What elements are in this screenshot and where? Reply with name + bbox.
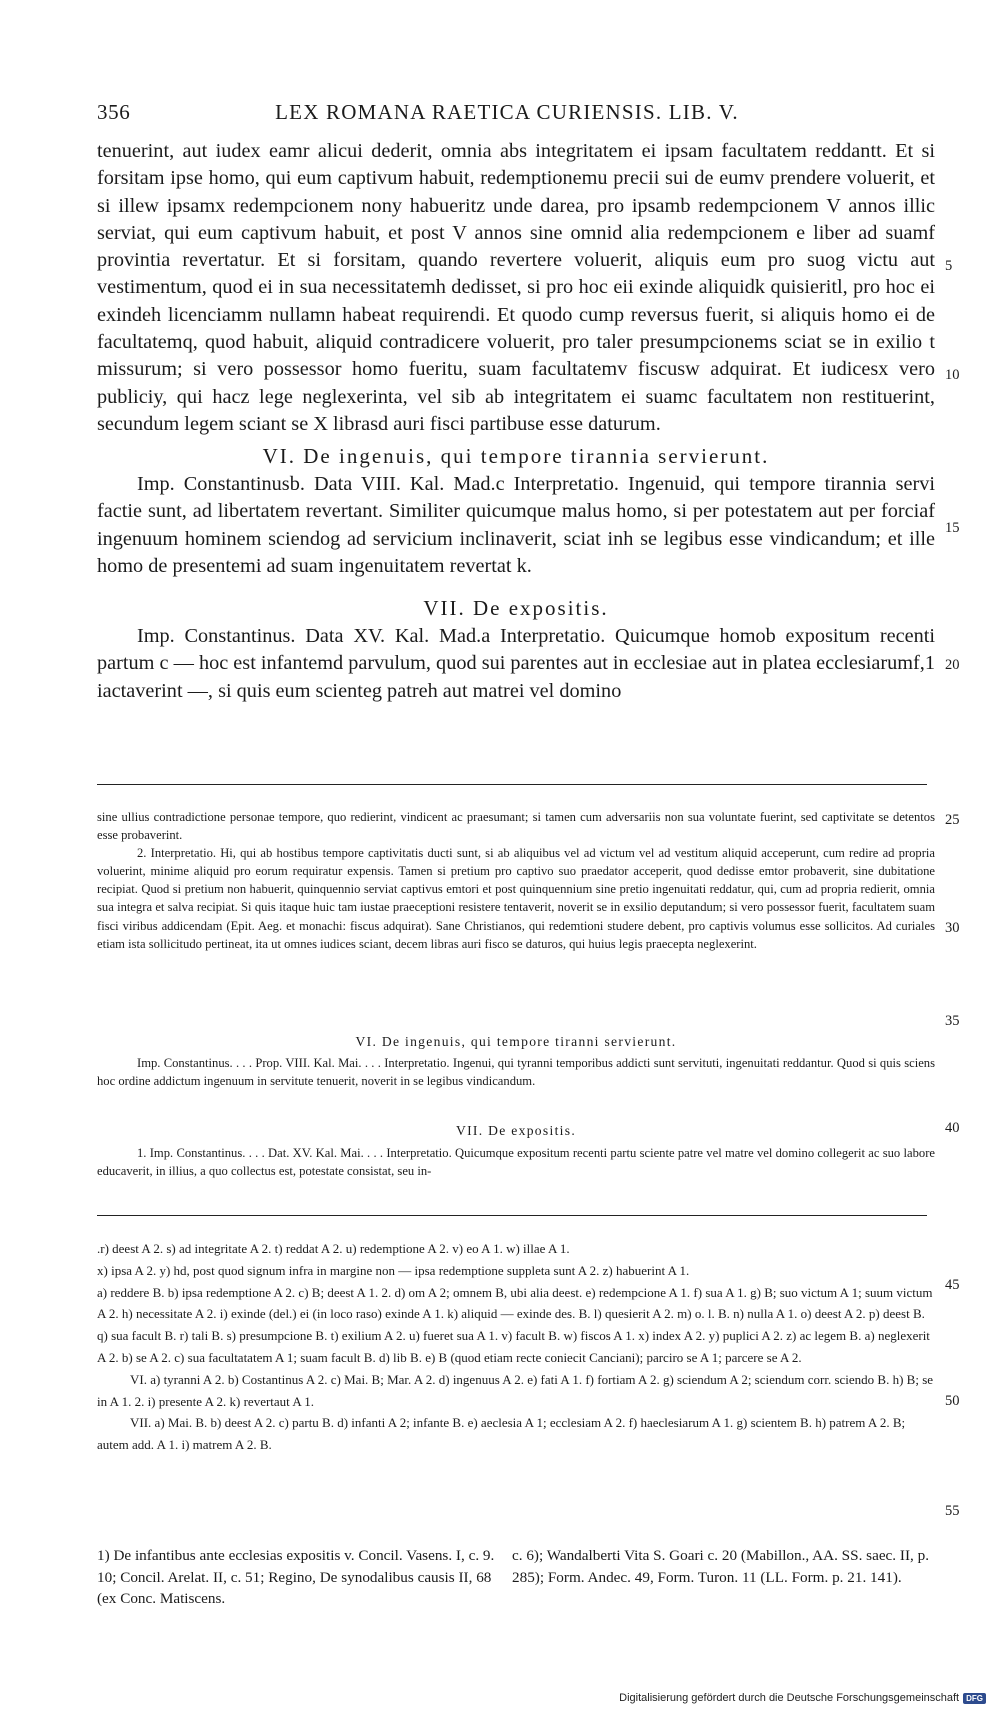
footnote-col-1: 1) De infantibus ante ecclesias expositis v. Concil. Vasens. I, c. 9. 10; Concil. Arelat. II, c. 51; Regino, De synodalibus causis II, 68 (ex Conc. Matiscens. xyxy=(97,1547,495,1608)
notes-block-3 xyxy=(97,1144,935,1180)
line-number: 35 xyxy=(945,1013,960,1029)
running-title: LEX ROMANA RAETICA CURIENSIS. LIB. V. xyxy=(275,100,739,124)
line-number: 45 xyxy=(945,1277,960,1293)
line-number: 40 xyxy=(945,1120,960,1136)
line-number: 5 xyxy=(945,258,953,274)
line-number: 30 xyxy=(945,920,960,936)
apparatus-line: VII. a) Mai. B. b) deest A 2. c) partu B. d) infanti A 2; infante B. e) aeclesia A 1; ecclesiam A 2. f) haeclesiarum A 1. g) scientem B. h) patrem A 2. B; autem add. A 1. i) matrem A 2. B. xyxy=(97,1415,906,1453)
dfg-logo-icon: DFG xyxy=(963,1693,986,1704)
divider xyxy=(97,784,927,785)
page-number: 356 xyxy=(97,100,131,124)
notes-block-1 xyxy=(97,808,935,953)
apparatus-line: x) ipsa A 2. y) hd, post quod signum infra in margine non — ipsa redemptione suppleta sunt A 2. z) habuerint A 1. xyxy=(97,1262,690,1278)
apparatus-line: VI. a) tyranni A 2. b) Costantinus A 2. c) Mai. B; Mar. A 2. d) ingenuus A 2. e) fati A 1. f) fortiam A 2. g) sciendum A 2; sciendum corr. sciendo B. h) B; se in A 1. 2. i) presente A 2. k) revertaut A 1. xyxy=(97,1371,934,1409)
note-paragraph: 1. Imp. Constantinus. . . . Dat. XV. Kal. Mai. . . . Interpretatio. Quicumque expositum recenti partu sciente patre vel matre vel domino collegerit ac suo labore educaverit, in illius, a quo collectus est, potestate consistat, seu in- xyxy=(97,1146,935,1179)
line-number: 55 xyxy=(945,1503,960,1519)
main-text-block-2 xyxy=(97,471,935,580)
line-number: 20 xyxy=(945,657,960,673)
note-paragraph: Imp. Constantinus. . . . Prop. VIII. Kal. Mai. . . . Interpretatio. Ingenui, qui tyranni temporibus addicti sunt servituti, ingenuitati reddantur. Quod si quis sciens hoc ordine addictum ingenuum in servitute tenuerit, noverit in se legibus vindicandum. xyxy=(97,1056,935,1089)
main-text-block-3 xyxy=(97,623,935,705)
note-heading-vii: VII. De expositis. xyxy=(455,1123,577,1138)
footer-text: Digitalisierung gefördert durch die Deutsche Forschungsgemeinschaft xyxy=(619,1692,960,1704)
section-heading-vii: VII. De expositis. xyxy=(423,596,609,620)
main-text-block-1 xyxy=(97,138,935,438)
critical-apparatus xyxy=(97,1238,935,1456)
note-heading-vi: VI. De ingenuis, qui tempore tiranni servierunt. xyxy=(355,1034,677,1049)
section-heading-vi: VI. De ingenuis, qui tempore tirannia servierunt. xyxy=(262,444,770,468)
body-paragraph: Imp. Constantinus. Data XV. Kal. Mad.a Interpretatio. Quicumque homob expositum recenti partum c — hoc est infantemd parvulum, quod sui parentes aut in ecclesiae aut in platea ecclesiarumf,1 iactaverint —, si quis eum scienteg patreh aut matrei vel domino xyxy=(97,625,935,702)
line-number: 15 xyxy=(945,520,960,536)
apparatus-line: .r) deest A 2. s) ad integritate A 2. t) reddat A 2. u) redemptione A 2. v) eo A 1. w) illae A 1. xyxy=(97,1241,570,1256)
apparatus-line: a) reddere B. b) ipsa redemptione A 2. c) B; deest A 1. 2. d) om A 2; omnem B, ubi alia deest. e) redempcione A 1. f) sua A 1. g) B; suo victum A 1; suum victum A 2. h) necessitate A 2. i) exinde (del.) ei (in loco raso) exinde A 1. k) aliquid — exinde des. B. l) quesierit A 2. m) o. l. B. n) nulla A 1. o) deest A 2. p) deest B. q) sua facult B. r) tali B. s) presumpcione B. t) exilium A 2. u) fueret sua A 1. v) facult B. w) fiscos A 1. x) index A 2. y) puplici A 2. z) ac legem B. a) neglexerit A 2. b) se A 2. c) sua facultatatem A 1; suam facult B. d) lib B. e) B (quod etiam recte coniecit Canciani); parciro se A 1; parcere se A 2. xyxy=(97,1284,933,1365)
line-number: 25 xyxy=(945,812,960,828)
notes-block-2 xyxy=(97,1054,935,1090)
footnote-col-2: c. 6); Wandalberti Vita S. Goari c. 20 (Mabillon., AA. SS. saec. II, p. 285); Form. Andec. 49, Form. Turon. 11 (LL. Form. p. 21. 141). xyxy=(512,1547,929,1586)
note-paragraph: sine ullius contradictione personae tempore, quo redierint, vindicent ac praesumant; si tamen cum adversariis non sua voluntate fuerint, sed captivitate se detentos esse probaverint. xyxy=(97,810,935,843)
footer xyxy=(619,1692,986,1704)
body-paragraph: Imp. Constantinusb. Data VIII. Kal. Mad.c Interpretatio. Ingenuid, qui tempore tirannia servi factie sunt, ad libertatem revertant. Similiter quicumque malus homo, si per potestatem aut per forciaf ingenuum hominem sciendog ad servicium inclinaverit, sciat inh se legibus esse vindicandum; et ille homo de presentemi ad suam ingenuitatem revertat k. xyxy=(97,473,935,577)
body-paragraph: tenuerint, aut iudex eamr alicui dederit, omnia abs integritatem ei ipsam facultatem reddantt. Et si forsitam ipse homo, qui eum captivum habuit, redemptionemu precii sui de eumv prendere voluerit, et si illew ipsamx redempcionem nony habueritz unde darea, pro ipsamb redempcionem V annos illic serviat, qui eum captivum habuit, et post V annos sine omnid alia redempcionem e liber ad suamf provintia revertatur. Et si forsitam, quando revertere voluerit, aliquis eum pro suog victu aut vestimentum, quod ei in sua necessitatemh dedisset, si pro hoc eii exinde aliquidk quisieritl, pro hoc ei exindeh licenciamm nullamn habeat requirendi. Et quodo cump reversus fuerit, si aliquis homo ei de facultatemq, quod habuit, aliquid contradicere voluerit, pro taler presumpcionems sciat se in exilio t missurum; si vero possessor homo fueritu, suam facultatemv fiscusw adquirat. Et iudicesx vero publiciy, qui hacz lege neglexerinta, vel sib ab integritatem ei suamc facultatem non restituerint, secundum legem sciant se X librasd auri fisci partibuse esse daturum. xyxy=(97,140,935,435)
divider xyxy=(97,1215,927,1216)
line-number: 50 xyxy=(945,1393,960,1409)
note-paragraph: 2. Interpretatio. Hi, qui ab hostibus tempore captivitatis ducti sunt, si ab aliquibus vel ad victum vel ad vestitum aliquid acceperunt, cum redire ad propria voluerint, minime aliquid pro eorum requiratur expensis. Tamen si pretium pro captivo suo praedator acceperit, quod dedisse emtor probaverit, sine dubitatione recipiat. Quod si pretium non habuerit, quinquennio serviat captivus emtori et post quinquennium sine pretio ingenuitati reddatur, qui, cum ad propria redierit, omnia sua integra et salva recipiat. Si quis itaque huic tam iustae praeceptioni resistere tentaverit, noverit se in exsilio deputandum; si vero possessor fuerit, facultatem suam fisci viribus addicendam (Epit. Aeg. et monachi: fiscus adquirat). Sane Christianos, qui redemtioni studere debent, pro captivis volumus esse sollicitos. Ad curiales etiam ista sollicitudo pertineat, ita ut omnes iudices sciant, decem libras auri fisco se daturos, qui huius legis praecepta neglexerint. xyxy=(97,846,935,951)
line-number: 10 xyxy=(945,367,960,383)
